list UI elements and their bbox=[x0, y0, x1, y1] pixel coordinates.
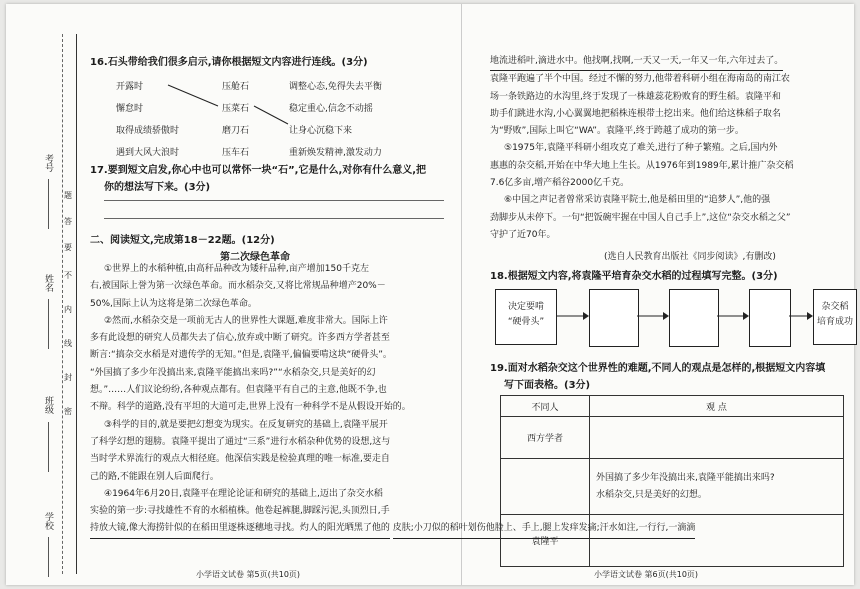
q18-end-line: 杂交稻 bbox=[821, 302, 849, 312]
field-school-line bbox=[48, 537, 49, 577]
binding-line-outer bbox=[76, 34, 77, 574]
q16-mid-item[interactable]: 压菜石 bbox=[222, 104, 250, 114]
field-name-line bbox=[48, 299, 49, 349]
q17-answer-line[interactable] bbox=[104, 218, 444, 219]
answer-cell[interactable] bbox=[501, 459, 590, 515]
q18-answer-box[interactable] bbox=[749, 289, 791, 347]
view-cell bbox=[590, 459, 844, 515]
seal-char: 线 bbox=[64, 339, 72, 348]
who-cell: 西方学者 bbox=[501, 417, 590, 459]
q16-left-item[interactable]: 开露时 bbox=[116, 82, 144, 92]
para-line: 劲脚步从未停下。一句“把饭碗牢握在中国人自己手上”,这位“杂交水稻之父” bbox=[490, 212, 791, 223]
q18-end-box bbox=[813, 289, 857, 345]
para-line: ④1964年6月20日,袁隆平在理论论证和研究的基础上,迈出了杂交水稻 bbox=[104, 488, 383, 499]
arrow-icon bbox=[717, 311, 749, 321]
para-line: “外国搞了多少年没搞出来,袁隆平能搞出来吗?”“水稻杂交,只是美好的幻 bbox=[90, 367, 376, 378]
header-cell: 观 点 bbox=[590, 396, 844, 417]
table-row bbox=[501, 459, 844, 515]
para-line: 当时学术界流行的观点大相径庭。他深信实践是检验真理的唯一标准,要走自 bbox=[90, 454, 390, 465]
q16-right-item[interactable]: 让身心沉稳下来 bbox=[289, 126, 353, 136]
para-line: 己的路,不能跟在别人后面爬行。 bbox=[90, 471, 219, 482]
q18-start-line: “硬骨头” bbox=[507, 317, 545, 327]
q16-left-item[interactable]: 懈怠时 bbox=[116, 104, 144, 114]
seal-char: 密 bbox=[64, 407, 72, 416]
q19-table bbox=[500, 395, 844, 567]
para-line: 50%,国际上认为这将是第二次绿色革命。 bbox=[90, 298, 257, 309]
field-exam-number: 考号 bbox=[43, 154, 53, 172]
q18-answer-box[interactable] bbox=[669, 289, 719, 347]
table-row bbox=[501, 515, 844, 567]
arrow-icon bbox=[637, 311, 669, 321]
para-line: 袁隆平跑遍了半个中国。经过不懈的努力,他带着科研小组在海南岛的南江农 bbox=[490, 74, 790, 85]
q17-title: 17.要到短文启发,你心中也可以常怀一块“石”,它是什么,对你有什么意义,把 bbox=[90, 165, 427, 176]
para-line: 右,被国际上誉为第一次绿色革命。而水稻杂交,又将比常规品种增产20%－ bbox=[90, 281, 386, 292]
para-line: 多有此设想的研究人员都失去了信心,放弃或中断了研究。许多西方学者甚至 bbox=[90, 333, 390, 344]
q16-title: 16.石头带给我们很多启示,请你根据短文内容进行连线。(3分) bbox=[90, 57, 368, 68]
para-line: ②然而,水稻杂交是一项前无古人的世界性大课题,难度非常大。国际上许 bbox=[104, 315, 388, 326]
q18-end-line: 培育成功 bbox=[816, 317, 853, 327]
article-source: (选自人民教育出版社《同步阅读》,有删改) bbox=[604, 252, 776, 262]
view-line: 外国搞了多少年没搞出来,袁隆平能搞出来吗? bbox=[596, 472, 775, 483]
para-line: 为“野败”,国际上叫它“WA”。袁隆平,终于跨越了成功的第一步。 bbox=[490, 126, 744, 137]
seal-char: 封 bbox=[64, 373, 72, 382]
para-line: ⑥中国之声记者曾常采访袁隆平院士,他是稻田里的“追梦人”,他的强 bbox=[504, 195, 771, 206]
q17-answer-line[interactable] bbox=[104, 200, 444, 201]
q16-mid-item[interactable]: 压舱石 bbox=[222, 82, 250, 92]
article-paragraphs-right bbox=[490, 53, 794, 244]
seal-char: 内 bbox=[64, 305, 72, 314]
q17-title-cont: 你的想法写下来。(3分) bbox=[104, 182, 211, 193]
para-line: ①世界上的水稻种植,由高秆品种改为矮秆品种,亩产增加150千克左 bbox=[104, 264, 369, 274]
header-cell: 不同人 bbox=[501, 396, 590, 417]
seal-char: 题 bbox=[64, 191, 72, 200]
seal-char: 答 bbox=[64, 217, 72, 226]
field-name: 姓名 bbox=[43, 274, 53, 292]
binding-dashed-line bbox=[62, 34, 63, 574]
q16-mid-item[interactable]: 压车石 bbox=[222, 148, 250, 158]
field-class: 班级 bbox=[43, 396, 53, 414]
para-line-underlined: 持放大镜,像大海捞针似的在稻田里逐株逐穗地寻找。灼人的阳光晒黑了他的 bbox=[90, 520, 390, 538]
answer-cell[interactable] bbox=[590, 417, 844, 459]
para-line-underlined: 地流进稻叶,滴进水中。他找啊,找啊,一天又一天,一年又一年,六年过去了。 bbox=[490, 53, 783, 71]
para-line: 想。”……人们议论纷纷,各种观点都有。但袁隆平有自己的主意,他既不争,也 bbox=[90, 385, 387, 396]
field-school: 学校 bbox=[43, 512, 53, 530]
section-2-heading: 二、阅读短文,完成第18－22题。(12分) bbox=[90, 235, 275, 246]
para-line: 惠惠的杂交稻,开始在中华大地上生长。从1976年到1989年,累计推广杂交稻 bbox=[490, 160, 794, 171]
exam-sheet bbox=[6, 4, 854, 585]
para-line-underlined: 皮肤;小刀似的稻叶划伤他脸上、手上,腿上发痒发痛;汗水如注,一行行,一滴滴 bbox=[393, 520, 696, 538]
q18-title: 18.根据短文内容,将袁隆平培育杂交水稻的过程填写完整。(3分) bbox=[490, 271, 778, 282]
q18-start-box bbox=[495, 289, 557, 345]
para-line: 实验的第一步:寻找雄性不育的水稻植株。他卷起裤腿,脚踩污泥,头顶烈日,手 bbox=[90, 506, 390, 517]
q19-title-cont: 写下面表格。(3分) bbox=[504, 380, 591, 391]
q18-answer-box[interactable] bbox=[589, 289, 639, 347]
para-line: 助手们跳进水沟,小心翼翼地把稻株连根带土挖出来。他们给这株稻子取名 bbox=[490, 108, 781, 119]
article-title: 第二次绿色革命 bbox=[220, 252, 290, 263]
table-row bbox=[501, 417, 844, 459]
view-line: 水稻杂交,只是美好的幻想。 bbox=[596, 489, 707, 500]
seal-char: 要 bbox=[64, 243, 72, 252]
left-page-footer: 小学语文试卷 第5页(共10页) bbox=[196, 570, 301, 579]
q16-mid-item[interactable]: 磨刀石 bbox=[222, 126, 250, 136]
arrow-icon bbox=[557, 311, 589, 321]
para-line: 不辩。科学的道路,没有平坦的大道可走,世界上没有一种科学不是从假设开始的。 bbox=[90, 402, 411, 413]
para-line: 了科学幻想的翅膀。袁隆平提出了通过“三系”进行水稻杂种优势的设想,这与 bbox=[90, 436, 391, 447]
q16-handwritten-match-lines bbox=[156, 74, 296, 154]
q19-title: 19.面对水稻杂交这个世界性的难题,不同人的观点是怎样的,根据短文内容填 bbox=[490, 363, 826, 374]
para-line: ③科学的目的,就是要把幻想变为现实。在反复研究的基础上,袁隆平展开 bbox=[104, 419, 388, 430]
answer-cell[interactable] bbox=[590, 515, 844, 567]
seal-char: 不 bbox=[64, 271, 72, 280]
para-line: ⑤1975年,袁隆平科研小组攻克了难关,进行了种子繁殖。之后,国内外 bbox=[504, 143, 778, 154]
who-cell: 袁隆平 bbox=[501, 515, 590, 567]
para-line: 守护了近70年。 bbox=[490, 229, 556, 240]
q16-right-item[interactable]: 调整心态,免得失去平衡 bbox=[289, 82, 382, 92]
field-exam-number-line bbox=[48, 179, 49, 229]
para-line: 断言:“搞杂交水稻是对遗传学的无知。”但是,袁隆平,偏偏要啃这块“硬骨头”。 bbox=[90, 350, 392, 361]
field-class-line bbox=[48, 422, 49, 472]
q16-right-item[interactable]: 稳定重心,信念不动摇 bbox=[289, 104, 373, 114]
q18-start-line: 决定要啃 bbox=[507, 302, 544, 312]
table-header-row bbox=[501, 396, 844, 417]
right-page-footer: 小学语文试卷 第6页(共10页) bbox=[594, 570, 699, 579]
arrow-icon bbox=[789, 311, 813, 321]
para-line: 场一条铁路边的水沟里,终于发现了一株雄蕊花粉败育的野生稻。袁隆平和 bbox=[490, 91, 781, 102]
para-line: 7.6亿多亩,增产稻谷2000亿千克。 bbox=[490, 178, 630, 189]
q16-left-item[interactable]: 遇到大风大浪时 bbox=[116, 148, 180, 158]
q16-left-item[interactable]: 取得成绩骄傲时 bbox=[116, 126, 180, 136]
q16-right-item[interactable]: 重新焕发精神,激发动力 bbox=[289, 148, 382, 158]
